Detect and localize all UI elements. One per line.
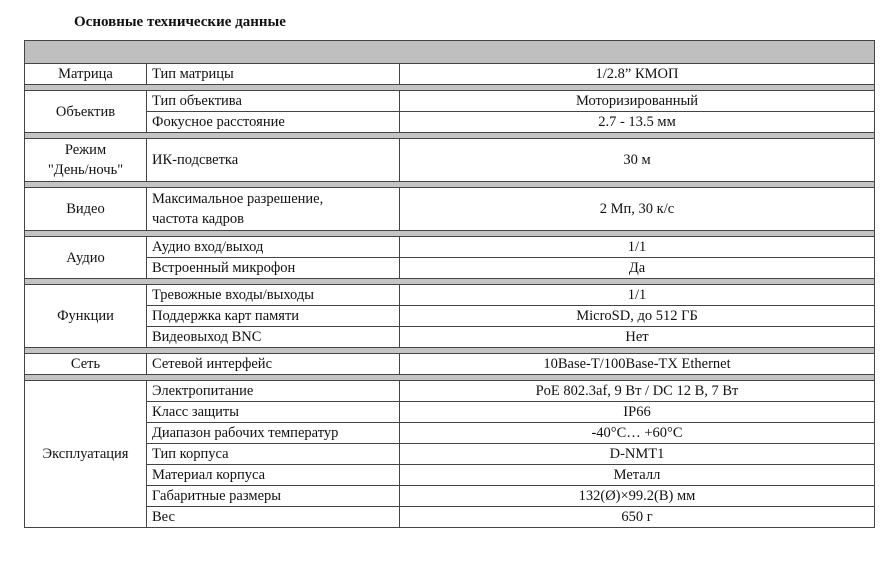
param-name: Аудио вход/выход [147, 237, 400, 257]
table-row [147, 381, 874, 402]
table-row [147, 139, 874, 181]
param-value: Моторизированный [575, 92, 699, 109]
param-value: 30 м [623, 151, 651, 168]
param-value: MicroSD, до 512 ГБ [576, 307, 698, 324]
param-name: Тип корпуса [147, 444, 400, 464]
param-value: PoE 802.3af, 9 Вт / DC 12 В, 7 Вт [535, 382, 739, 399]
param-value: 2 Мп, 30 к/с [599, 200, 675, 217]
param-name: Фокусное расстояние [147, 112, 400, 132]
param-name: Электропитание [147, 381, 400, 401]
group-label: Матрица [25, 64, 147, 84]
table-row [147, 354, 874, 374]
spec-group-video [25, 188, 874, 231]
spec-table [24, 40, 875, 528]
param-name: Тревожные входы/выходы [147, 285, 400, 305]
param-name: Видеовыход BNC [147, 327, 400, 347]
group-label: Аудио [25, 237, 147, 278]
group-label: Сеть [25, 354, 147, 374]
param-value: 132(Ø)×99.2(В) мм [578, 487, 696, 504]
group-label: Режим "День/ночь" [25, 139, 147, 181]
table-row [147, 486, 874, 507]
table-row [147, 402, 874, 423]
table-row [147, 507, 874, 527]
spec-group-matrix [25, 64, 874, 85]
table-row [147, 423, 874, 444]
table-row [147, 444, 874, 465]
param-value: Да [628, 259, 646, 276]
param-value: 650 г [621, 508, 653, 525]
table-row [147, 258, 874, 278]
table-row [147, 465, 874, 486]
param-value: Нет [625, 328, 649, 345]
param-name: Диапазон рабочих температур [147, 423, 400, 443]
table-row [147, 112, 874, 132]
param-name: Материал корпуса [147, 465, 400, 485]
group-label: Видео [25, 188, 147, 230]
spec-group-lens [25, 91, 874, 133]
param-name: Тип объектива [147, 91, 400, 111]
param-value: 1/2.8” КМОП [595, 65, 679, 82]
param-name: Максимальное разрешение, частота кадров [147, 188, 400, 230]
param-value: 1/1 [627, 286, 647, 303]
param-value: 10Base-T/100Base-TX Ethernet [543, 355, 731, 372]
spec-group-audio [25, 237, 874, 279]
param-value: Металл [613, 466, 661, 483]
param-name: Тип матрицы [147, 64, 400, 84]
table-row [147, 91, 874, 112]
group-label: Объектив [25, 91, 147, 132]
spec-group-operation [25, 381, 874, 527]
group-label: Функции [25, 285, 147, 347]
param-value: -40°C… +60°C [591, 424, 683, 441]
document-title: Основные технические данные [74, 14, 286, 30]
table-row [147, 64, 874, 84]
param-value: IP66 [623, 403, 651, 420]
table-row [147, 188, 874, 230]
param-name: Сетевой интерфейс [147, 354, 400, 374]
param-name: Габаритные размеры [147, 486, 400, 506]
table-row [147, 285, 874, 306]
table-row [147, 237, 874, 258]
table-header-bar [25, 41, 874, 64]
param-name: Поддержка карт памяти [147, 306, 400, 326]
spec-group-daynight [25, 139, 874, 182]
param-name: Встроенный микрофон [147, 258, 400, 278]
param-name: Вес [147, 507, 400, 527]
spec-group-network [25, 354, 874, 375]
param-name: Класс защиты [147, 402, 400, 422]
param-value: 1/1 [627, 238, 647, 255]
param-name: ИК-подсветка [147, 139, 400, 181]
group-label: Эксплуатация [25, 381, 147, 527]
param-value: 2.7 - 13.5 мм [598, 113, 676, 130]
table-row [147, 327, 874, 347]
table-row [147, 306, 874, 327]
spec-group-functions [25, 285, 874, 348]
param-value: D-NMT1 [609, 445, 665, 462]
